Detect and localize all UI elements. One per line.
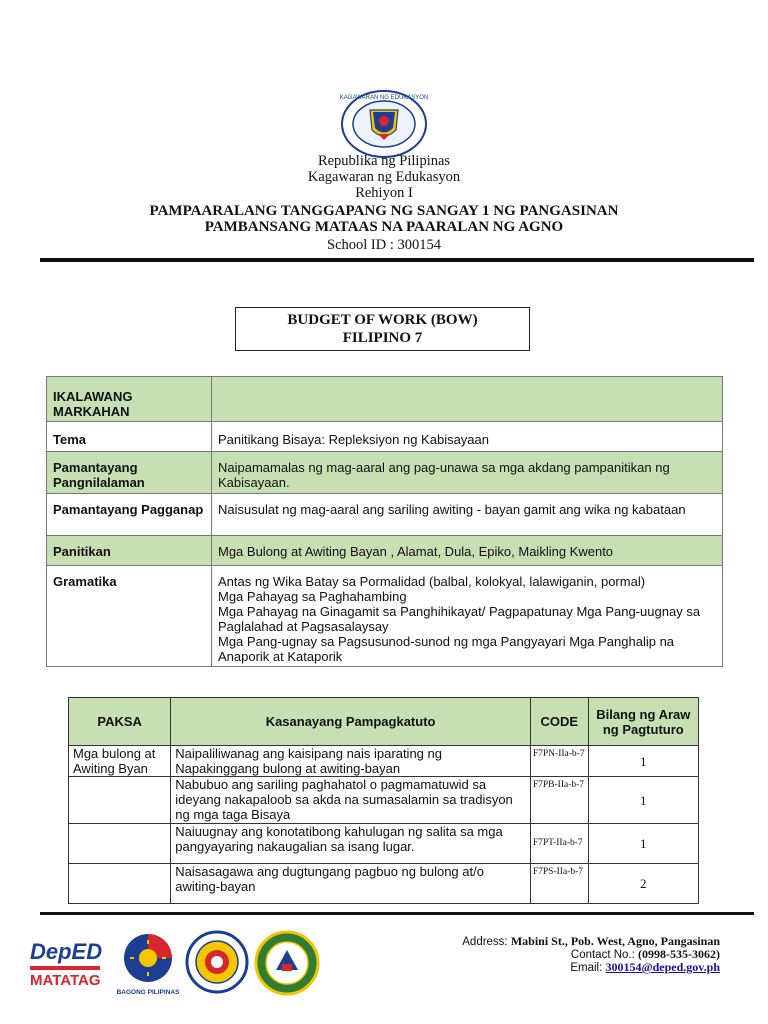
deped-matatag-logo (30, 940, 110, 996)
lessons-table (68, 697, 699, 904)
days-cell: 1 (588, 777, 698, 824)
paksa-cell (69, 824, 171, 864)
pangnilalaman-label: Pamantayang Pangnilalaman (47, 452, 212, 494)
info-row-pangnilalaman (47, 452, 723, 494)
header-rehiyon: Rehiyon I (355, 185, 413, 201)
info-row-tema (47, 422, 723, 452)
bagong-pilipinas-logo (116, 930, 180, 998)
title-box (235, 307, 530, 351)
code-cell: F7PS-IIa-b-7 (530, 864, 588, 904)
bagong-pilipinas-text: BAGONG PILIPINAS (116, 989, 180, 996)
footer-email (570, 961, 720, 975)
col-code: CODE (530, 698, 588, 746)
deped-seal-icon (340, 90, 428, 158)
code-cell: F7PB-IIa-b-7 (530, 777, 588, 824)
info-row-gramatika (47, 566, 723, 667)
table-row (69, 777, 699, 824)
tema-label: Tema (47, 422, 212, 452)
panitikan-value: Mga Bulong at Awiting Bayan , Alamat, Dula, Epiko, Maikling Kwento (212, 536, 723, 566)
col-paksa: PAKSA (69, 698, 171, 746)
address-label: Address: (462, 936, 511, 948)
paksa-cell: Mga bulong at Awiting Byan (69, 746, 171, 777)
panitikan-label: Panitikan (47, 536, 212, 566)
title-line1: BUDGET OF WORK (BOW) (287, 312, 478, 328)
header-kagawaran: Kagawaran ng Edukasyon (307, 169, 461, 185)
gramatika-line: Mga Pang-ugnay sa Pagsusunod-sunod ng mga Pangyayari Mga Panghalip na Anaporik at Kataporik (218, 634, 675, 664)
gramatika-line: Mga Pahayag na Ginagamit sa Panghihikayat/ Pagpapatunay Mga Pang-uugnay sa Paglalahad at Pagsasalaysay (218, 604, 701, 634)
deped-logo-text: DepED (30, 939, 103, 964)
matatag-text: MATATAG (30, 972, 101, 989)
seal-text: KAGAWARAN NG EDUKASYON (340, 95, 428, 101)
paksa-cell (69, 777, 171, 824)
col-bilang: Bilang ng Araw ng Pagtuturo (588, 698, 698, 746)
quarter-label: IKALAWANG MARKAHAN (47, 377, 212, 422)
contact-value: (0998-535-3062) (638, 947, 720, 961)
footer-divider (40, 912, 754, 915)
header-school-id: School ID : 300154 (327, 237, 441, 253)
kasanayan-cell: Naisasagawa ang dugtungang pagbuo ng bulong at/o awiting-bayan (171, 864, 531, 904)
info-row-quarter (47, 377, 723, 422)
paksa-cell (69, 864, 171, 904)
table-row (69, 746, 699, 777)
days-cell: 1 (588, 746, 698, 777)
header-republika: Republika ng Pilipinas (317, 153, 451, 169)
kasanayan-cell: Naiuugnay ang konotatibong kahulugan ng salita sa mga pangyayaring nakaugalian sa isang lugar. (171, 824, 531, 864)
tema-value: Panitikang Bisaya: Repleksiyon ng Kabisayaan (212, 422, 723, 452)
gramatika-value (212, 566, 723, 667)
email-link[interactable]: 300154@deped.gov.ph (605, 960, 720, 974)
deped-logo-bar (30, 966, 100, 970)
table-row (69, 824, 699, 864)
col-kasanayan: Kasanayang Pampagkatuto (171, 698, 531, 746)
title-line2: FILIPINO 7 (342, 330, 423, 346)
gramatika-label: Gramatika (47, 566, 212, 667)
header-school: PAMBANSANG MATAAS NA PAARALAN NG AGNO (204, 219, 564, 235)
gramatika-line: Antas ng Wika Batay sa Pormalidad (balbal, kolokyal, lalawiganin, pormal) (218, 574, 646, 589)
pangnilalaman-value: Naipamamalas ng mag-aaral ang pag-unawa sa mga akdang pampanitikan ng Kabisayaan. (212, 452, 723, 494)
header-divider (40, 258, 754, 262)
info-row-panitikan (47, 536, 723, 566)
code-cell: F7PN-IIa-b-7 (530, 746, 588, 777)
kasanayan-cell: Naipaliliwanag ang kaisipang nais iparating ng Napakinggang bulong at awiting-bayan (171, 746, 531, 777)
email-label: Email: (570, 962, 606, 974)
info-row-pagganap (47, 494, 723, 536)
table-row (69, 864, 699, 904)
division-office-seal-icon (185, 930, 249, 994)
header-office: PAMPAARALANG TANGGAPANG NG SANGAY 1 NG PANGASINAN (149, 203, 619, 219)
pagganap-value: Naisusulat ng mag-aaral ang sariling awiting - bayan gamit ang wika ng kabataan (212, 494, 723, 536)
lessons-header-row (69, 698, 699, 746)
days-cell: 2 (588, 864, 698, 904)
days-cell: 1 (588, 824, 698, 864)
gramatika-line: Mga Pahayag sa Paghahambing (218, 589, 407, 604)
contact-label: Contact No.: (570, 949, 639, 961)
pagganap-label: Pamantayang Pagganap (47, 494, 212, 536)
quarter-value (212, 377, 723, 422)
address-value: Mabini St., Pob. West, Agno, Pangasinan (510, 934, 720, 948)
kasanayan-cell: Nabubuo ang sariling paghahatol o pagmamatuwid sa ideyang nakapaloob sa akda na sumasalamin sa tradisyon ng mga taga Bisaya (171, 777, 531, 824)
code-cell: F7PT-IIa-b-7 (530, 824, 588, 864)
info-table (46, 376, 723, 667)
school-seal-icon (254, 930, 320, 996)
